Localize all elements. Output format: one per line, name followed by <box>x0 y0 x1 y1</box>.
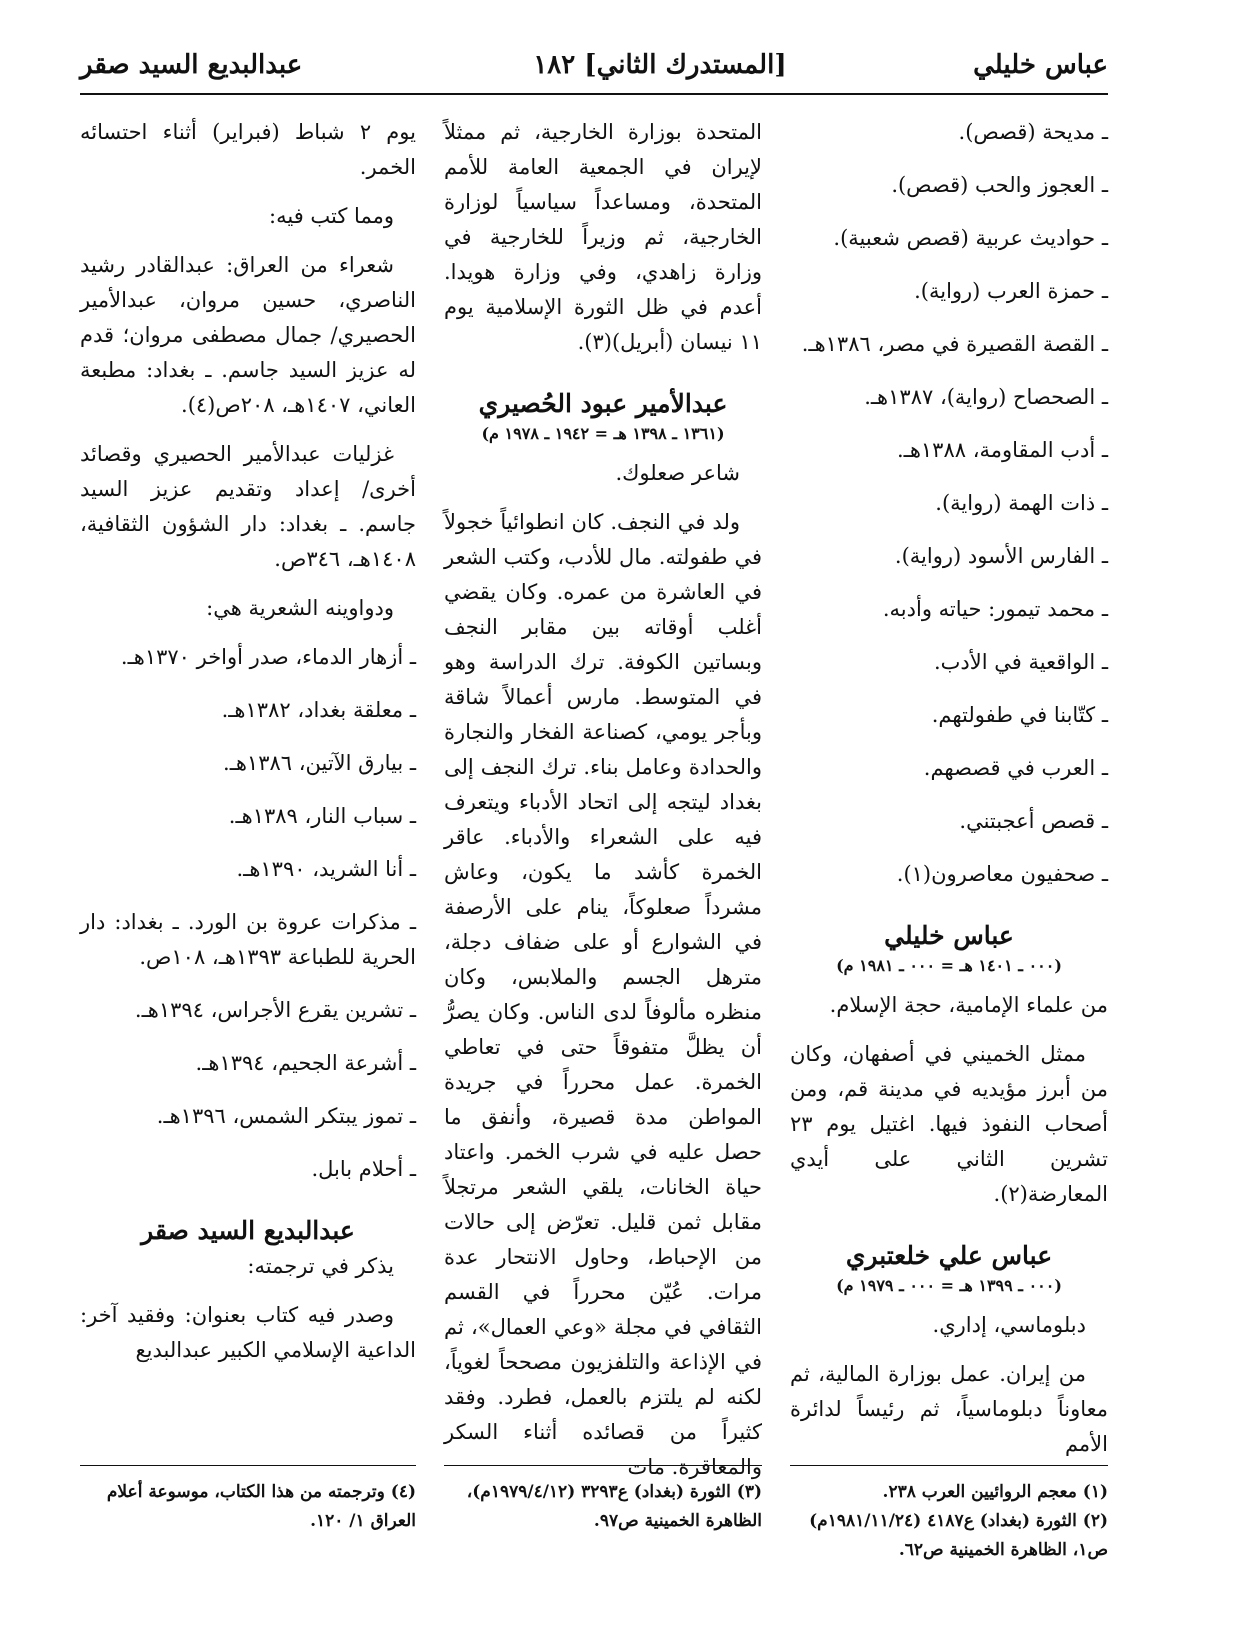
footnote: (٣) الثورة (بغداد) ع٣٢٩٣ (١٩٧٩/٤/١٢م)، <box>466 1482 762 1502</box>
footnote-rule <box>790 1465 1108 1466</box>
list-item: ـ تموز يبتكر الشمس، ١٣٩٦هـ. <box>156 1104 416 1128</box>
list-item: ـ الصحصاح (رواية)، ١٣٨٧هـ. <box>864 385 1108 409</box>
footnote: ص١، الظاهرة الخمينية ص٦٢. <box>898 1540 1108 1560</box>
footnote-rule <box>444 1465 762 1466</box>
entry-paragraph: يوم ٢ شباط (فبراير) أثناء احتسائه الخمر. <box>80 120 416 179</box>
entry-title: عباس علي خلعتبري <box>845 1241 1053 1270</box>
list-item: ـ القصة القصيرة في مصر، ١٣٨٦هـ. <box>801 332 1108 356</box>
list-item: ـ أحلام بابل. <box>311 1157 416 1181</box>
list-item: ـ مذكرات عروة بن الورد. ـ بغداد: دار الحرية للطباعة ١٣٩٣هـ، ١٠٨ص. <box>80 910 416 969</box>
entry-title: عبدالأمير عبود الحُصيري <box>478 389 728 418</box>
entry-dates: (٠٠٠ ـ ١٣٩٩ هـ = ٠٠٠ ـ ١٩٧٩ م) <box>836 1276 1062 1295</box>
list-item: ـ حواديث عربية (قصص شعبية). <box>833 226 1108 250</box>
column-left <box>80 115 416 1382</box>
entry-paragraph: ولد في النجف. كان انطوائياً خجولاً في طفولته. مال للأدب، وكتب الشعر في العاشرة من عمره. وكان يقضي أغلب أوقاته بين مقابر النجف وبساتين الكوفة. ترك الدراسة وهو في المتوسط. مارس أعمالاً شاقة وبأجر يومي، كصناعة الفخار والنجارة والحدادة وعامل بناء. ترك النجف إلى بغداد ليتجه إلى اتحاد الأدباء ويتعرف فيه على الشعراء والأدباء. عاقر الخمرة كأشد ما يكون، وعاش مشرداً صعلوكاً، ينام على الأرصفة في الشوارع أو على ضفاف دجلة، مترهل الجسم والملابس، وكان منظره مألوفاً لدى الناس. وكان يصرُّ أن يظلَّ متفوقاً حتى في تعاطي الخمرة. عمل محرراً في جريدة المواطن مدة قصيرة، وأنفق ما حصل عليه في شرب الخمر. واعتاد حياة الخانات، يلقي الشعر مرتجلاً مقابل ثمن قليل. تعرّض إلى حالات من الإحباط، وحاول الانتحار عدة مرات. عُيّن محرراً في القسم الثقافي في مجلة «وعي العمال»، ثم في الإذاعة والتلفزيون مصححاً لغوياً، لكنه لم يلتزم بالعمل، فطرد. وفقد كثيراً من قصائده أثناء السكر والمعاقرة. مات <box>444 510 762 1479</box>
footnotes-right <box>790 1478 1108 1565</box>
list-item: ـ سباب النار، ١٣٨٩هـ. <box>228 804 416 828</box>
entry-dates: (٠٠٠ ـ ١٤٠١ هـ = ٠٠٠ ـ ١٩٨١ م) <box>836 956 1062 975</box>
column-middle <box>444 115 762 1499</box>
entry-paragraph: ودواوينه الشعرية هي: <box>206 596 394 620</box>
entry-paragraph: المتحدة بوزارة الخارجية، ثم ممثلاً لإيران في الجمعية العامة للأمم المتحدة، ومساعداً سياسياً لوزارة الخارجية، ثم وزيراً للخارجية في وزارة زاهدي، وفي وزارة هويدا. أعدم في ظل الثورة الإسلامية يوم ١١ نيسان (أبريل)(٣). <box>444 120 762 354</box>
footnote-rule <box>80 1465 416 1466</box>
list-item: ـ أشرعة الجحيم، ١٣٩٤هـ. <box>195 1051 416 1075</box>
footnote: (١) معجم الروائيين العرب ٢٣٨. <box>882 1482 1108 1502</box>
entry-paragraph: ومما كتب فيه: <box>269 204 394 228</box>
list-item: ـ معلقة بغداد، ١٣٨٢هـ. <box>221 698 416 722</box>
footnotes-middle <box>444 1478 762 1536</box>
footnotes-left <box>80 1478 416 1536</box>
entry-title: عباس خليلي <box>884 921 1014 950</box>
list-item: ـ أزهار الدماء، صدر أواخر ١٣٧٠هـ. <box>120 645 416 669</box>
page-header <box>80 50 1108 90</box>
entry-title: عبدالبديع السيد صقر <box>141 1216 355 1245</box>
list-item: ـ الفارس الأسود (رواية). <box>894 544 1108 568</box>
entry-paragraph: من علماء الإمامية، حجة الإسلام. <box>829 993 1108 1017</box>
entry-dates: (١٣٦١ ـ ١٣٩٨ هـ = ١٩٤٢ ـ ١٩٧٨ م) <box>481 424 725 443</box>
entry-paragraph: شاعر صعلوك. <box>615 461 740 485</box>
entry-paragraph: من إيران. عمل بوزارة المالية، ثم معاوناً دبلوماسياً، ثم رئيساً لدائرة الأمم <box>790 1362 1108 1456</box>
running-head-left: عبدالبديع السيد صقر <box>80 50 303 80</box>
list-item: ـ العجوز والحب (قصص). <box>891 173 1108 197</box>
header-rule <box>80 93 1108 95</box>
running-head-right: عباس خليلي <box>973 50 1108 80</box>
list-item: ـ ذات الهمة (رواية). <box>935 491 1108 515</box>
footnote: الظاهرة الخمينية ص٩٧. <box>593 1511 762 1531</box>
list-item: ـ بيارق الآتين، ١٣٨٦هـ. <box>223 751 416 775</box>
entry-paragraph: وصدر فيه كتاب بعنوان: وفقيد آخر: الداعية الإسلامي الكبير عبدالبديع <box>80 1303 416 1362</box>
column-right <box>790 115 1108 1476</box>
list-item: ـ مديحة (قصص). <box>958 120 1108 144</box>
entry-paragraph: ممثل الخميني في أصفهان، وكان من أبرز مؤيديه في مدينة قم، ومن أصحاب النفوذ فيها. اغتيل يوم ٢٣ تشرين الثاني على أيدي المعارضة(٢). <box>790 1042 1108 1206</box>
footnote: العراق ١/ ١٢٠. <box>310 1511 416 1531</box>
list-item: ـ كتّابنا في طفولتهم. <box>931 703 1108 727</box>
entry-paragraph: يذكر في ترجمته: <box>247 1254 394 1278</box>
list-item: ـ العرب في قصصهم. <box>923 756 1108 780</box>
list-item: ـ قصص أعجبتني. <box>959 809 1108 833</box>
list-item: ـ تشرين يقرع الأجراس، ١٣٩٤هـ. <box>134 998 416 1022</box>
list-item: ـ محمد تيمور: حياته وأدبه. <box>882 597 1108 621</box>
entry-paragraph: دبلوماسي، إداري. <box>932 1313 1086 1337</box>
list-item: ـ الواقعية في الأدب. <box>933 650 1108 674</box>
footnote: (٤) وترجمته من هذا الكتاب، موسوعة أعلام <box>106 1482 416 1502</box>
entry-paragraph: شعراء من العراق: عبدالقادر رشيد الناصري، حسين مروان، عبدالأمير الحصيري/ جمال مصطفى مروان؛ قدم له عزيز السيد جاسم. ـ بغداد: مطبعة العاني، ١٤٠٧هـ، ٢٠٨ص(٤). <box>80 253 416 417</box>
list-item: ـ أدب المقاومة، ١٣٨٨هـ. <box>897 438 1108 462</box>
running-head-center: [المستدرك الثاني] ١٨٢ <box>533 50 787 80</box>
entry-paragraph: غزليات عبدالأمير الحصيري وقصائد أخرى/ إعداد وتقديم عزيز السيد جاسم. ـ بغداد: دار الشؤون الثقافية، ١٤٠٨هـ، ٣٤٦ص. <box>80 442 416 571</box>
list-item: ـ أنا الشريد، ١٣٩٠هـ. <box>236 857 416 881</box>
list-item: ـ صحفيون معاصرون(١). <box>896 862 1108 886</box>
list-item: ـ حمزة العرب (رواية). <box>914 279 1108 303</box>
footnote: (٢) الثورة (بغداد) ع٤١٨٧ (١٩٨١/١١/٢٤م) <box>809 1511 1108 1531</box>
